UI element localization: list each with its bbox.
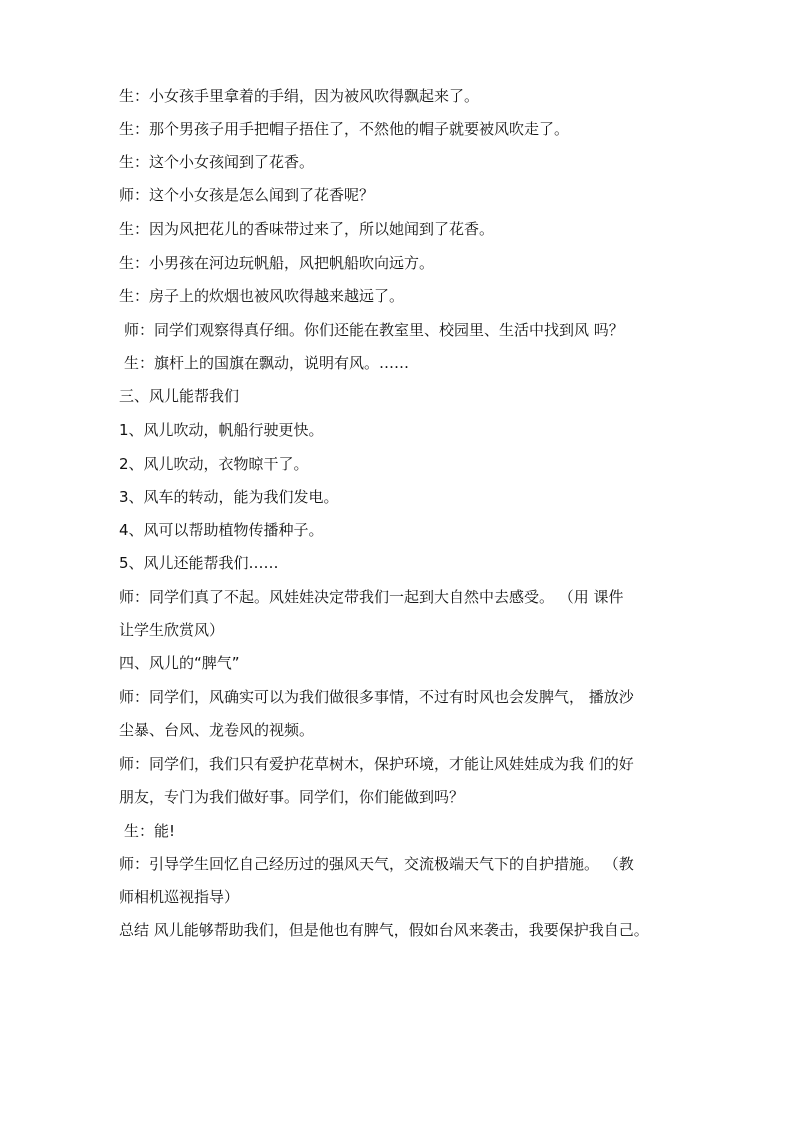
text-line-24: 师：引导学生回忆自己经历过的强风天气，交流极端天气下的自护措施。 （教 [119, 855, 634, 873]
text-line-16: 师：同学们真了不起。风娃娃决定带我们一起到大自然中去感受。 （用 课件 [119, 588, 624, 606]
text-line-5: 生：因为风把花儿的香味带过来了，所以她闻到了花香。 [119, 220, 495, 238]
text-line-20: 尘暴、台风、龙卷风的视频。 [119, 721, 315, 739]
text-line-17: 让学生欣赏风） [119, 621, 225, 639]
text-line-23: 生：能! [124, 822, 176, 840]
text-line-2: 生：那个男孩子用手把帽子捂住了，不然他的帽子就要被风吹走了。 [119, 120, 570, 138]
text-line-3: 生：这个小女孩闻到了花香。 [119, 153, 315, 171]
list-item-4: 4、风可以帮助植物传播种子。 [119, 521, 324, 539]
section-heading-4: 四、风儿的“脾气” [119, 654, 240, 672]
text-line-6: 生：小男孩在河边玩帆船，风把帆船吹向远方。 [119, 254, 435, 272]
text-line-9: 生：旗杆上的国旗在飘动，说明有风。…… [124, 354, 410, 372]
text-line-8: 师：同学们观察得真仔细。你们还能在教室里、校园里、生活中找到风 吗？ [124, 321, 624, 339]
text-line-19: 师：同学们，风确实可以为我们做很多事情，不过有时风也会发脾气， 播放沙 [119, 688, 634, 706]
summary-line: 总结 风儿能够帮助我们，但是他也有脾气，假如台风来袭击，我要保护我自己。 [119, 921, 649, 939]
text-line-25: 师相机巡视指导） [119, 888, 240, 906]
text-line-1: 生：小女孩手里拿着的手绢，因为被风吹得飘起来了。 [119, 87, 480, 105]
list-item-3: 3、风车的转动，能为我们发电。 [119, 488, 339, 506]
list-item-2: 2、风儿吹动，衣物晾干了。 [119, 455, 309, 473]
text-line-4: 师：这个小女孩是怎么闻到了花香呢？ [119, 186, 375, 204]
text-line-7: 生：房子上的炊烟也被风吹得越来越远了。 [119, 287, 405, 305]
list-item-1: 1、风儿吹动，帆船行驶更快。 [119, 421, 324, 439]
list-item-5: 5、风儿还能帮我们…… [119, 554, 279, 572]
section-heading-3: 三、风儿能帮我们 [119, 387, 240, 405]
text-line-22: 朋友，专门为我们做好事。同学们，你们能做到吗？ [119, 788, 465, 806]
text-line-21: 师：同学们，我们只有爱护花草树木，保护环境，才能让风娃娃成为我 们的好 [119, 755, 634, 773]
